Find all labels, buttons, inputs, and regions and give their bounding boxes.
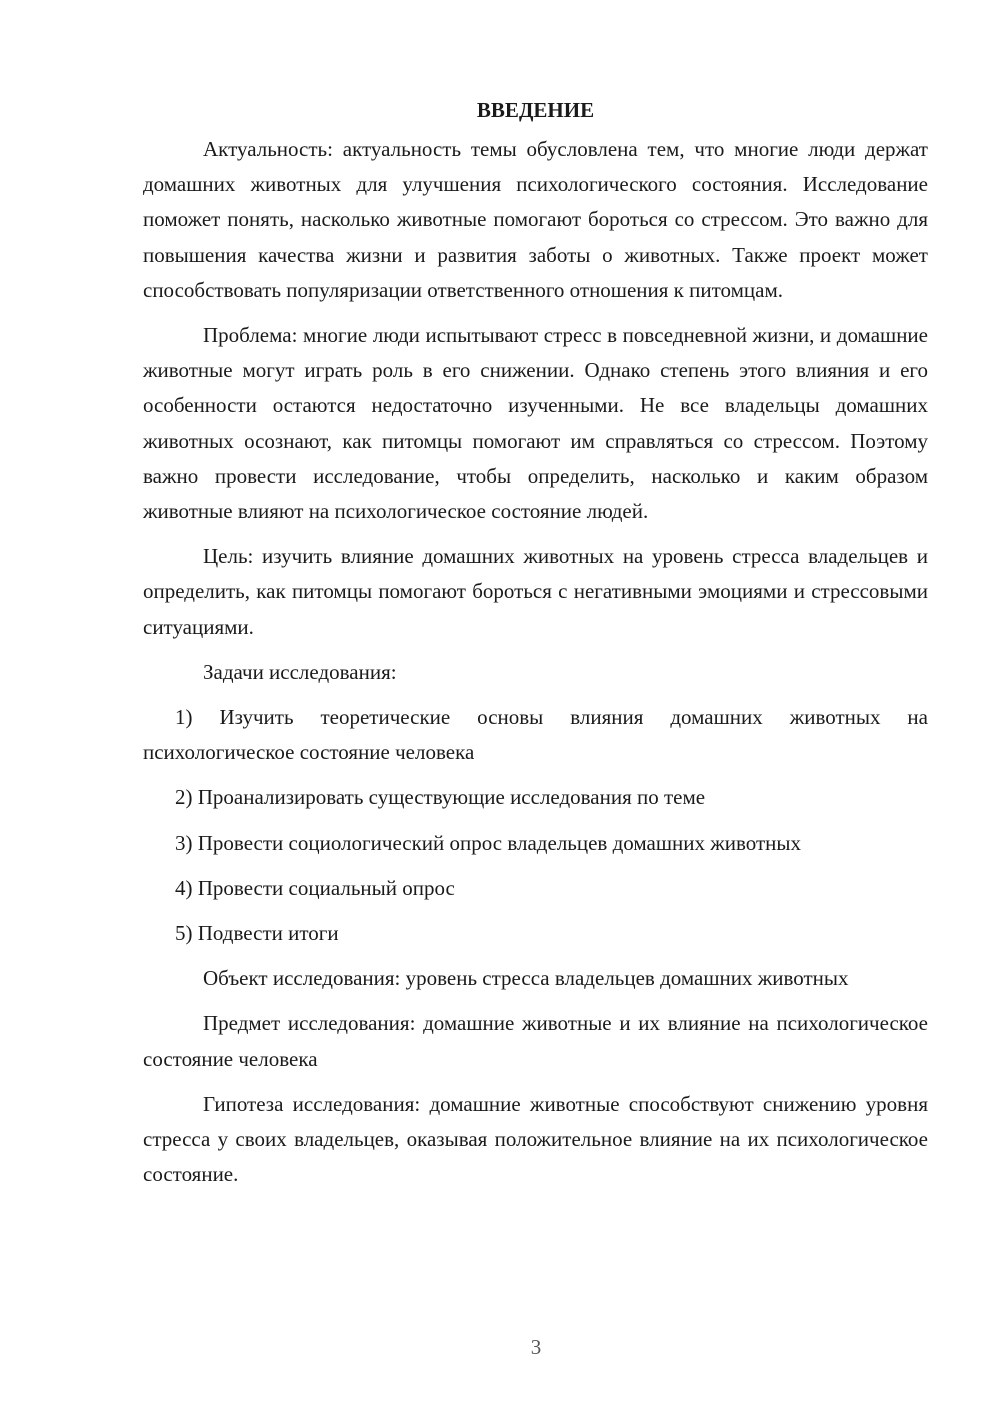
object-paragraph: Объект исследования: уровень стресса владельцев домашних животных <box>203 966 849 991</box>
goal-paragraph: Цель: изучить влияние домашних животных на уровень стресса владельцев и определить, как питомцы помогают бороться с негативными эмоциями и стрессовыми ситуациями. <box>143 544 928 639</box>
task-item-2: 2) Проанализировать существующие исследования по теме <box>175 785 706 810</box>
page-title: ВВЕДЕНИЕ <box>476 98 595 122</box>
relevance-paragraph: Актуальность: актуальность темы обусловлена тем, что многие люди держат домашних животных для улучшения психологического состояния. Исследование поможет понять, насколько животные помогают бороться со стрессом. Это важно для повышения качества жизни и развития заботы о животных. Также проект может способствовать популяризации ответственного отношения к питомцам. <box>143 137 928 302</box>
task-item-4: 4) Провести социальный опрос <box>175 875 455 900</box>
hypothesis-paragraph: Гипотеза исследования: домашние животные способствуют снижению уровня стресса у своих владельцев, оказывая положительное влияние на их психологическое состояние. <box>143 1091 928 1187</box>
task-item-3: 3) Провести социологический опрос владельцев домашних животных <box>175 830 802 855</box>
document-page <box>143 92 928 1202</box>
subject-paragraph: Предмет исследования: домашние животные и их влияние на психологическое состояние человека <box>143 1011 928 1071</box>
task-item-1: 1) Изучить теоретические основы влияния домашних животных на психологическое состояние человека <box>143 705 928 765</box>
tasks-list <box>143 700 928 951</box>
page-number: 3 <box>530 1335 542 1359</box>
task-item-5: 5) Подвести итоги <box>175 921 339 946</box>
tasks-heading: Задачи исследования: <box>203 659 397 684</box>
problem-paragraph: Проблема: многие люди испытывают стресс в повседневной жизни, и домашние животные могут играть роль в его снижении. Однако степень этого влияния и его особенности остаются недостаточно изученными. Не все владельцы домашних животных осознают, как питомцы помогают им справляться со стрессом. Поэтому важно провести исследование, чтобы определить, насколько и каким образом животные влияют на психологическое состояние людей. <box>143 323 928 524</box>
